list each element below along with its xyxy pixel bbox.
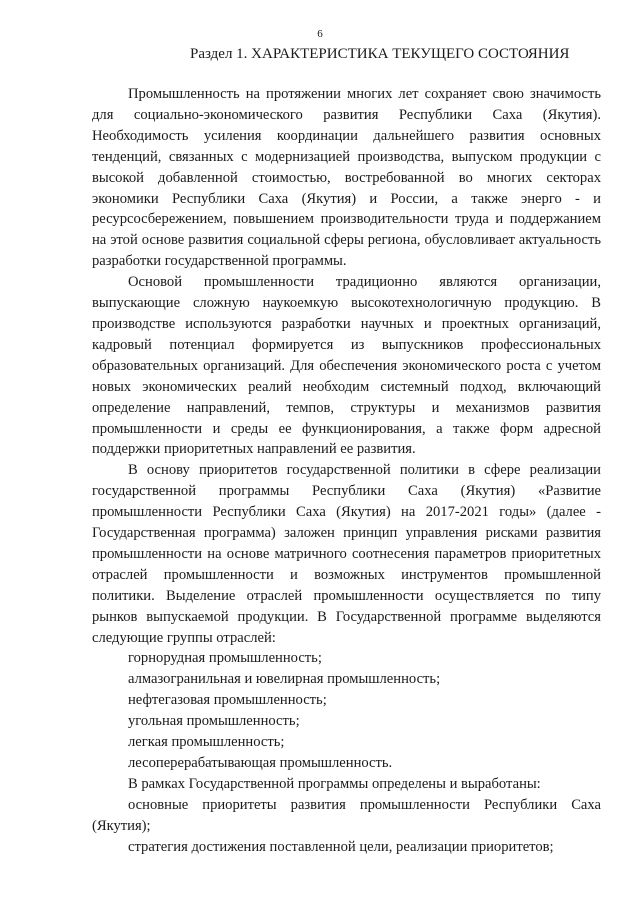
list-item: горнорудная промышленность; [128, 650, 322, 667]
paragraph-program-defines: В рамках Государственной программы определены и выработаны: [128, 775, 541, 792]
list-item: основные приоритеты развития промышленности Республики Саха (Якутия); [92, 796, 601, 834]
page-number: 6 [317, 28, 323, 40]
paragraph-industry-significance: Промышленность на протяжении многих лет сохраняет свою значимость для социально-экономического развития Республики Саха (Якутия). Необходимость усиления координации дальнейшего развития основных тенденций, связанных с модернизацией производства, выпуском продукции с высокой добавленной стоимостью, востребованной во многих секторах экономики Республики Саха (Якутия) и России, а также энерго - и ресурсосбережением, повышением производительности труда и поддержанием на этой основе развития социальной сферы региона, обусловливает актуальность разработки государственной программы. [92, 86, 601, 270]
list-item: алмазогранильная и ювелирная промышленность; [128, 671, 441, 688]
list-item: стратегия достижения поставленной цели, реализации приоритетов; [128, 838, 554, 855]
list-item: легкая промышленность; [128, 734, 285, 751]
paragraph-industry-basis: Основой промышленности традиционно являются организации, выпускающие сложную наукоемкую высокотехнологичную продукцию. В производстве используются разработки научных и проектных организаций, кадровый потенциал формируется из выпускников профессиональных образовательных организаций. Для обеспечения экономического роста с учетом новых экономических реалий необходим системный подход, включающий определение направлений, темпов, структуры и механизмов развития промышленности и среды ее функционирования, а также форм адресной поддержки приоритетных направлений ее развития. [92, 274, 601, 458]
industry-groups-list [92, 648, 601, 773]
paragraph-policy-priorities: В основу приоритетов государственной политики в сфере реализации государственной программы Республики Саха (Якутия) «Развитие промышленности Республики Саха (Якутия) на 2017-2021 годы» (далее - Государственная программа) заложен принцип управления рисками развития промышленности на основе матричного соотнесения параметров приоритетных отраслей промышленности и возможных инструментов промышленной политики. Выделение отраслей промышленности осуществляется по типу рынков выпускаемой продукции. В Государственной программе выделяются следующие группы отраслей: [92, 462, 601, 646]
list-item: нефтегазовая промышленность; [128, 692, 327, 709]
section-heading: Раздел 1. ХАРАКТЕРИСТИКА ТЕКУЩЕГО СОСТОЯНИЯ [190, 46, 570, 62]
document-body [92, 84, 601, 858]
list-item: лесоперерабатывающая промышленность. [128, 755, 393, 771]
list-item: угольная промышленность; [128, 713, 300, 730]
defined-items-list [92, 795, 601, 858]
